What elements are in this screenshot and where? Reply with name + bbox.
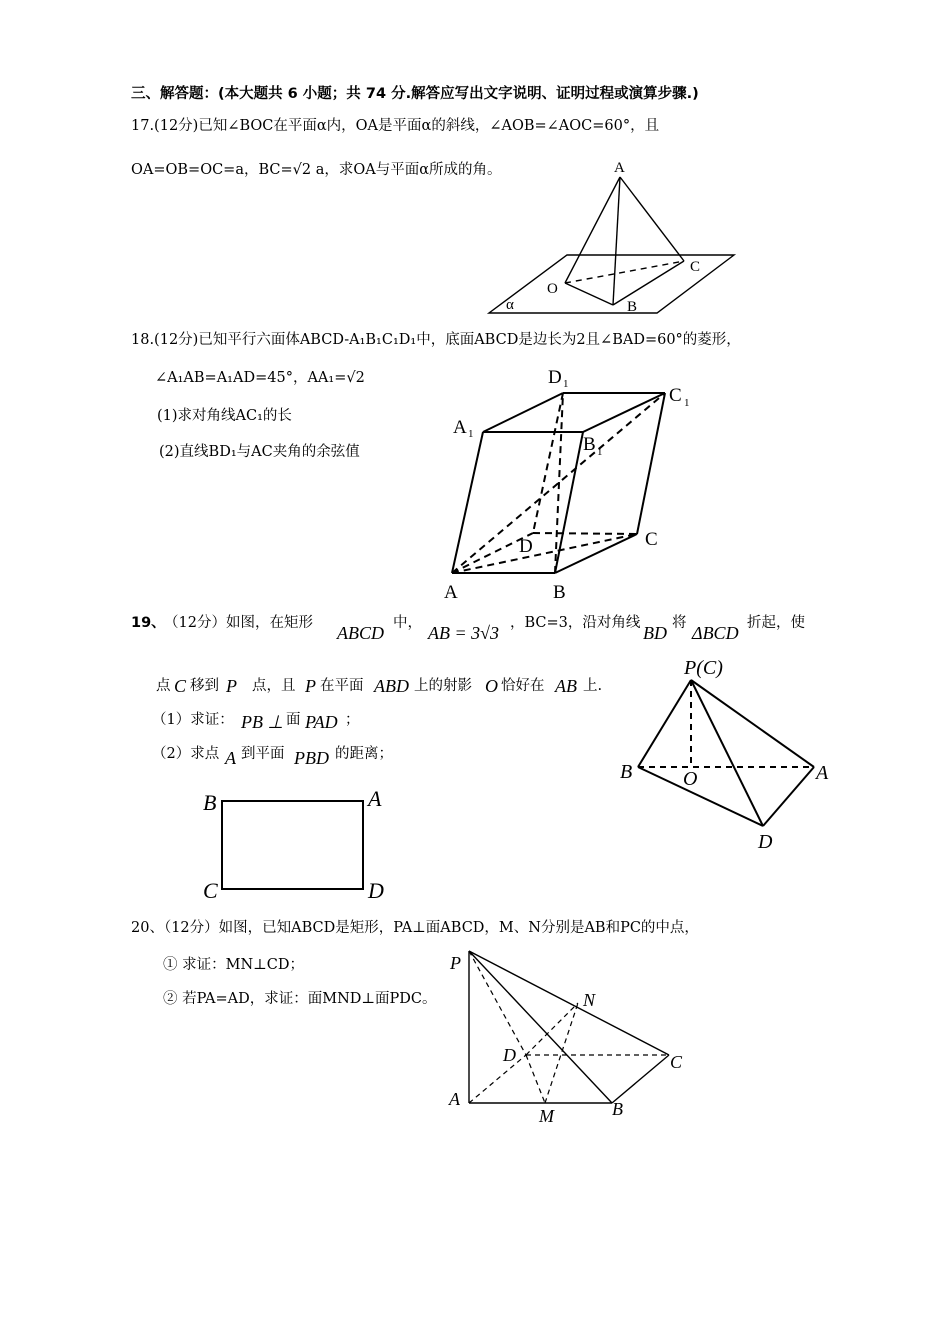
q20-line1: 20、（12分）如图，已知ABCD是矩形，PA⊥面ABCD，M、N分别是AB和PC的中点， bbox=[131, 920, 699, 936]
q19-zhong: 中， bbox=[393, 615, 422, 631]
q20-part1: ① 求证：MN⊥CD； bbox=[163, 957, 304, 973]
q18-sub-C1: 1 bbox=[684, 397, 690, 409]
q18-label-B: B bbox=[553, 582, 566, 603]
q20-label-M: M bbox=[539, 1106, 554, 1126]
q19-rect-label-C: C bbox=[203, 878, 218, 903]
q20-label-B: B bbox=[612, 1099, 623, 1119]
q19-daopm: 到平面 bbox=[241, 746, 285, 762]
q19-line2-dian: 点 bbox=[156, 678, 171, 694]
q19-zheqi: 折起，使 bbox=[747, 615, 805, 631]
q19-dejuli: 的距离； bbox=[335, 746, 393, 762]
q19-AB-eq: AB = 3√3 bbox=[428, 623, 500, 643]
q19-rect-label-A: A bbox=[368, 786, 382, 811]
q17-line1: 17.(12分)已知∠BOC在平面α内，OA是平面α的斜线，∠AOB=∠AOC=60°，且 bbox=[131, 118, 660, 134]
q18-sub-B1: 1 bbox=[597, 446, 603, 458]
q18-label-C1: C bbox=[669, 385, 682, 406]
q19-P: P bbox=[226, 676, 237, 696]
q18-sub-A1: 1 bbox=[468, 428, 474, 440]
q19-rect-label-B: B bbox=[203, 790, 217, 815]
q18-label-D: D bbox=[519, 536, 533, 557]
q19-PBD: PBD bbox=[294, 748, 329, 768]
q17-label-A: A bbox=[614, 160, 625, 176]
q20-part2: ② 若PA=AD，求证：面MND⊥面PDC。 bbox=[163, 991, 437, 1007]
q19-3d-label-D: D bbox=[758, 831, 773, 853]
q19-shangshe: 上的射影 bbox=[414, 678, 472, 694]
q19-semi: ； bbox=[345, 712, 360, 728]
q17-label-O: O bbox=[547, 281, 558, 297]
q17-label-C: C bbox=[690, 259, 701, 275]
q17-label-alpha: α bbox=[506, 297, 514, 313]
q18-part1: (1)求对角线AC₁的长 bbox=[157, 408, 292, 424]
q18-line1: 18.(12分)已知平行六面体ABCD-A₁B₁C₁D₁中，底面ABCD是边长为2且∠BAD=60°的菱形， bbox=[131, 332, 741, 348]
q18-sub-D1: 1 bbox=[563, 378, 569, 390]
q19-PAD: PAD bbox=[305, 712, 338, 732]
q19-BD: BD bbox=[643, 623, 667, 643]
q17-label-B: B bbox=[627, 299, 638, 315]
q19-tri: ΔBCD bbox=[692, 623, 739, 643]
q19-PB: PB ⊥ bbox=[241, 712, 284, 732]
q18-label-A: A bbox=[444, 582, 458, 603]
q19-C: C bbox=[174, 676, 187, 696]
q19-dian: 点，且 bbox=[252, 678, 296, 694]
q19-bc: ，BC=3，沿对角线 bbox=[510, 615, 641, 631]
q20-label-A: A bbox=[449, 1089, 460, 1109]
q19-shang: 上. bbox=[583, 678, 603, 694]
q18-label-A1: A bbox=[453, 417, 467, 438]
q20-label-C: C bbox=[670, 1052, 683, 1072]
q18-part2: (2)直线BD₁与AC夹角的余弦值 bbox=[159, 444, 360, 460]
q19-part2-label: （2）求点 bbox=[152, 746, 220, 762]
section-header: 三、解答题：(本大题共 6 小题；共 74 分.解答应写出文字说明、证明过程或演算步骤.) bbox=[131, 86, 699, 102]
q19-3d-label-P: P(C) bbox=[684, 657, 723, 679]
q17-line2: OA=OB=OC=a，BC=√2 a，求OA与平面α所成的角。 bbox=[131, 162, 502, 178]
q19-O: O bbox=[485, 676, 498, 696]
q19-A: A bbox=[225, 748, 236, 768]
q20-label-P: P bbox=[450, 953, 461, 973]
q18-label-D1: D bbox=[548, 367, 562, 388]
q19-mian: 面 bbox=[286, 712, 301, 728]
q19-num: 19、 bbox=[131, 615, 166, 631]
q19-yidao: 移到 bbox=[190, 678, 219, 694]
q18-label-B1: B bbox=[583, 434, 596, 455]
q19-part1-label: （1）求证： bbox=[152, 712, 234, 728]
q19-qiahao: 恰好在 bbox=[501, 678, 545, 694]
q19-AB: AB bbox=[555, 676, 577, 696]
q19-jiang: 将 bbox=[672, 615, 687, 631]
q19-3d-label-A: A bbox=[816, 762, 829, 784]
q20-label-N: N bbox=[583, 990, 596, 1010]
q19-P2: P bbox=[305, 676, 316, 696]
q18-line2: ∠A₁AB=A₁AD=45°，AA₁=√2 bbox=[155, 370, 365, 386]
q19-zai: 在平面 bbox=[320, 678, 364, 694]
q19-rect-label-D: D bbox=[368, 878, 384, 903]
q18-label-C: C bbox=[645, 529, 658, 550]
q19-ABD: ABD bbox=[374, 676, 409, 696]
q19-3d-label-O: O bbox=[683, 768, 698, 790]
q20-label-D: D bbox=[503, 1045, 516, 1065]
q19-3d-label-B: B bbox=[620, 761, 633, 783]
q19-ABCD: ABCD bbox=[337, 623, 384, 643]
q19-score: （12分）如图，在矩形 bbox=[164, 615, 313, 631]
